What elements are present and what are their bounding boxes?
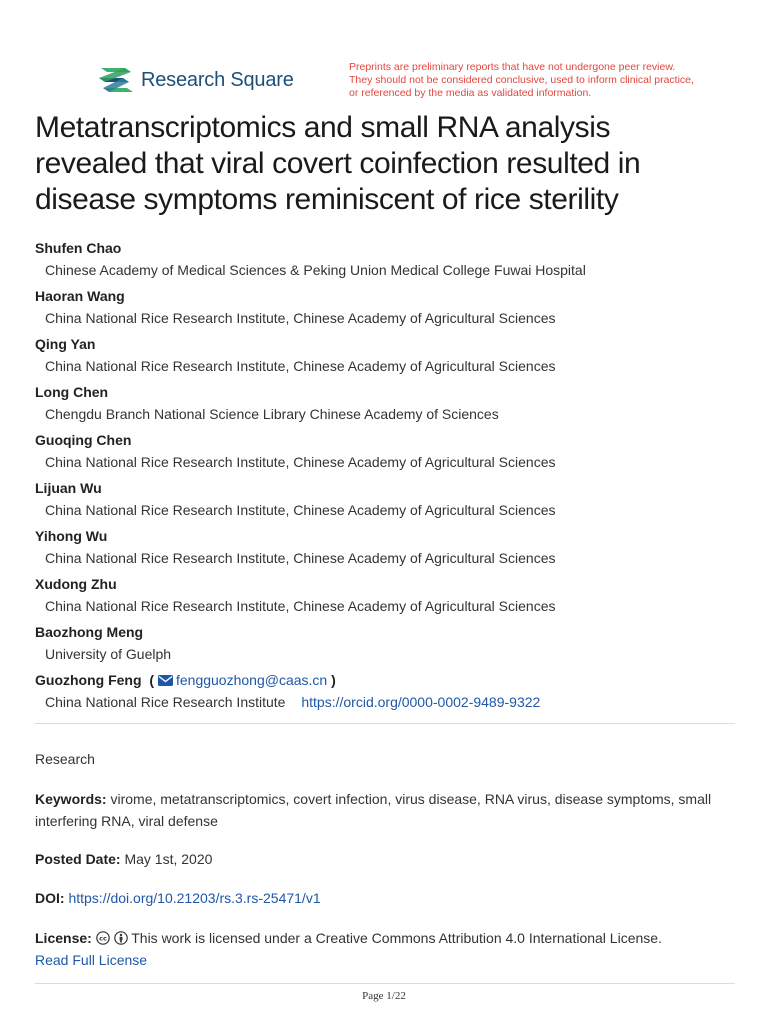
author-entry	[35, 429, 735, 477]
author-entry	[35, 573, 735, 621]
author-affiliation: China National Rice Research Institute, Chinese Academy of Agricultural Sciences	[45, 358, 556, 374]
svg-text:cc: cc	[98, 934, 107, 943]
author-name: Lijuan Wu	[35, 480, 102, 496]
doi-link[interactable]: https://doi.org/10.21203/rs.3.rs-25471/v1	[68, 890, 321, 906]
author-name: Yihong Wu	[35, 528, 108, 544]
license	[35, 927, 735, 971]
page-number: Page 1/22	[362, 990, 406, 1002]
author-affiliation	[35, 691, 735, 717]
keywords-label: Keywords:	[35, 791, 107, 807]
author-affiliation: China National Rice Research Institute, Chinese Academy of Agricultural Sciences	[45, 502, 556, 518]
envelope-icon	[158, 675, 173, 686]
author-name	[35, 669, 735, 691]
title-line: Metatranscriptomics and small RNA analysis	[35, 111, 611, 144]
author-entry	[35, 285, 735, 333]
read-full-license-link[interactable]: Read Full License	[35, 952, 148, 968]
author-name: Xudong Zhu	[35, 576, 117, 592]
author-affiliation: China National Rice Research Institute, Chinese Academy of Agricultural Sciences	[45, 598, 556, 614]
author-entry	[35, 381, 735, 429]
notice-line: Preprints are preliminary reports that have not undergone peer review.	[349, 61, 676, 73]
author-entry	[35, 237, 735, 285]
research-square-logo-icon	[95, 62, 135, 98]
author-name: Long Chen	[35, 384, 109, 400]
author-affiliation: University of Guelph	[45, 646, 172, 662]
corresponding-author	[35, 669, 735, 717]
article-type: Research	[35, 751, 95, 767]
by-icon	[114, 931, 128, 945]
email-text: fengguozhong@caas.cn	[175, 672, 328, 688]
author-entry	[35, 525, 735, 573]
posted-date-label: Posted Date:	[35, 851, 121, 867]
keywords	[35, 788, 735, 832]
notice-line: or referenced by the media as validated information.	[349, 87, 592, 99]
author-name: Guoqing Chen	[35, 432, 132, 448]
email-link[interactable]	[158, 672, 331, 688]
divider	[35, 723, 735, 724]
divider	[35, 983, 735, 984]
author-name: Qing Yan	[35, 336, 96, 352]
close-paren: )	[331, 672, 336, 688]
affiliation-text: China National Rice Research Institute	[45, 694, 286, 710]
logo-text: Research Square	[141, 68, 294, 91]
author-name: Shufen Chao	[35, 240, 122, 256]
author-name: Haoran Wang	[35, 288, 125, 304]
author-name: Baozhong Meng	[35, 624, 144, 640]
title-line: disease symptoms reminiscent of rice sterility	[35, 183, 619, 216]
author-list	[35, 237, 735, 717]
open-paren: (	[149, 672, 155, 688]
title-line: revealed that viral covert coinfection resulted in	[35, 147, 641, 180]
doi-label: DOI:	[35, 890, 65, 906]
author-affiliation: Chinese Academy of Medical Sciences & Peking Union Medical College Fuwai Hospital	[45, 262, 586, 278]
doi	[35, 887, 735, 909]
paper-title	[35, 110, 745, 218]
preprint-notice	[349, 61, 729, 100]
author-affiliation: China National Rice Research Institute, Chinese Academy of Agricultural Sciences	[45, 550, 556, 566]
author-entry	[35, 621, 735, 669]
keywords-text: virome, metatranscriptomics, covert infection, virus disease, RNA virus, disease symptoms, small interfering RNA, viral defense	[35, 791, 712, 829]
cc-icon	[96, 931, 110, 945]
author-affiliation: Chengdu Branch National Science Library Chinese Academy of Sciences	[45, 406, 499, 422]
posted-date	[35, 848, 735, 870]
author-affiliation: China National Rice Research Institute, Chinese Academy of Agricultural Sciences	[45, 310, 556, 326]
author-entry	[35, 333, 735, 381]
orcid-link[interactable]: https://orcid.org/0000-0002-9489-9322	[301, 694, 541, 710]
author-affiliation: China National Rice Research Institute, Chinese Academy of Agricultural Sciences	[45, 454, 556, 470]
research-square-logo[interactable]	[95, 62, 294, 98]
license-text: This work is licensed under a Creative Commons Attribution 4.0 International License.	[131, 930, 662, 946]
license-label: License:	[35, 930, 92, 946]
corresponding-author-name: Guozhong Feng	[35, 672, 142, 688]
notice-line: They should not be considered conclusive, used to inform clinical practice,	[349, 74, 694, 86]
posted-date-value: May 1st, 2020	[124, 851, 213, 867]
author-entry	[35, 477, 735, 525]
